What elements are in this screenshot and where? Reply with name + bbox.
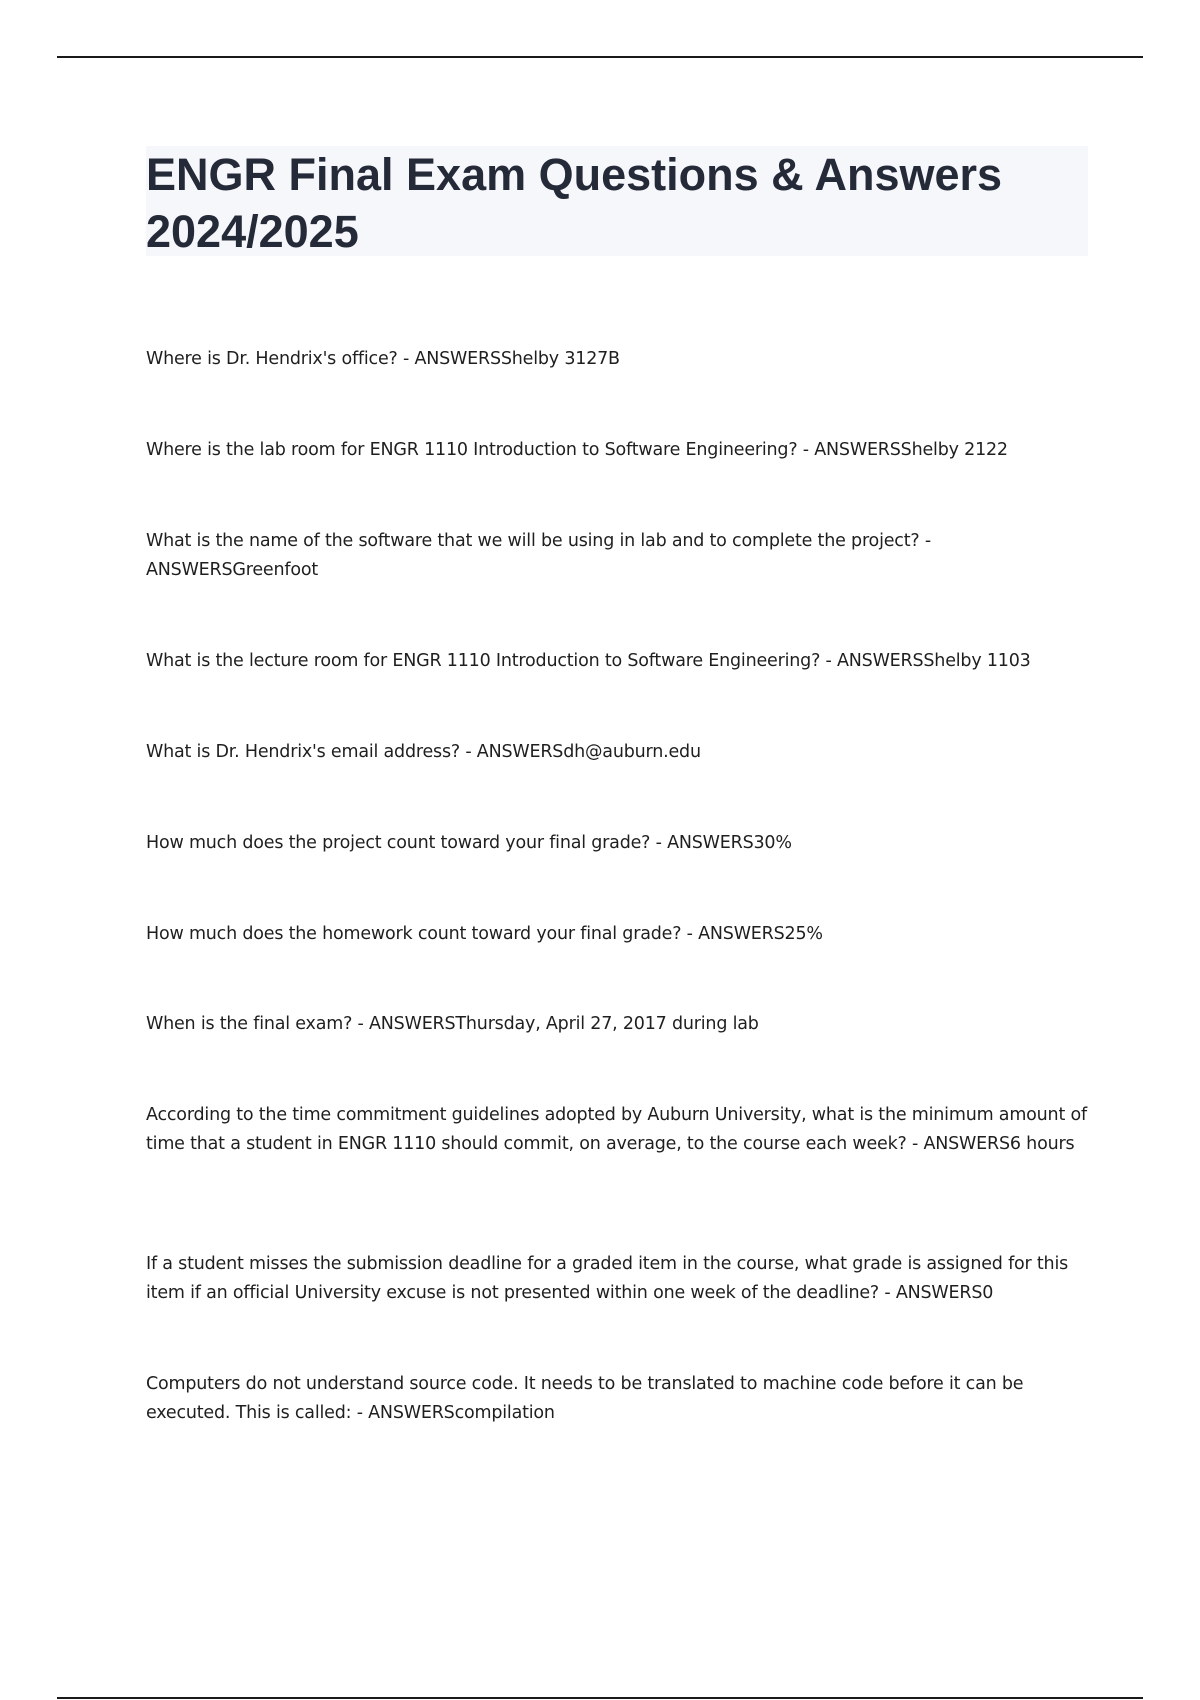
qa-item: What is the lecture room for ENGR 1110 Introduction to Software Engineering? - ANSWERSShelby 1103 <box>146 651 1031 671</box>
qa-item: How much does the project count toward your final grade? - ANSWERS30% <box>146 833 792 853</box>
top-divider <box>57 56 1143 58</box>
qa-item: How much does the homework count toward your final grade? - ANSWERS25% <box>146 924 823 944</box>
qa-item: Where is the lab room for ENGR 1110 Introduction to Software Engineering? - ANSWERSShelby 2122 <box>146 440 1008 460</box>
qa-item: Where is Dr. Hendrix's office? - ANSWERSShelby 3127B <box>146 349 620 369</box>
qa-item: What is Dr. Hendrix's email address? - ANSWERSdh@auburn.edu <box>146 742 701 762</box>
document-title: ENGR Final Exam Questions & Answers 2024/2025 <box>146 149 1003 257</box>
bottom-divider <box>57 1697 1143 1699</box>
qa-item: When is the final exam? - ANSWERSThursday, April 27, 2017 during lab <box>146 1014 759 1034</box>
qa-item: If a student misses the submission deadline for a graded item in the course, what grade is assigned for this item if an official University excuse is not presented within one week of the deadline? - ANSWERS0 <box>146 1254 1069 1303</box>
qa-item: According to the time commitment guidelines adopted by Auburn University, what is the minimum amount of time that a student in ENGR 1110 should commit, on average, to the course each week? - ANSWERS6 hours <box>146 1105 1087 1154</box>
qa-item: Computers do not understand source code. It needs to be translated to machine code before it can be executed. This is called: - ANSWERScompilation <box>146 1374 1024 1423</box>
qa-item: What is the name of the software that we will be using in lab and to complete the project? - ANSWERSGreenfoot <box>146 531 931 580</box>
